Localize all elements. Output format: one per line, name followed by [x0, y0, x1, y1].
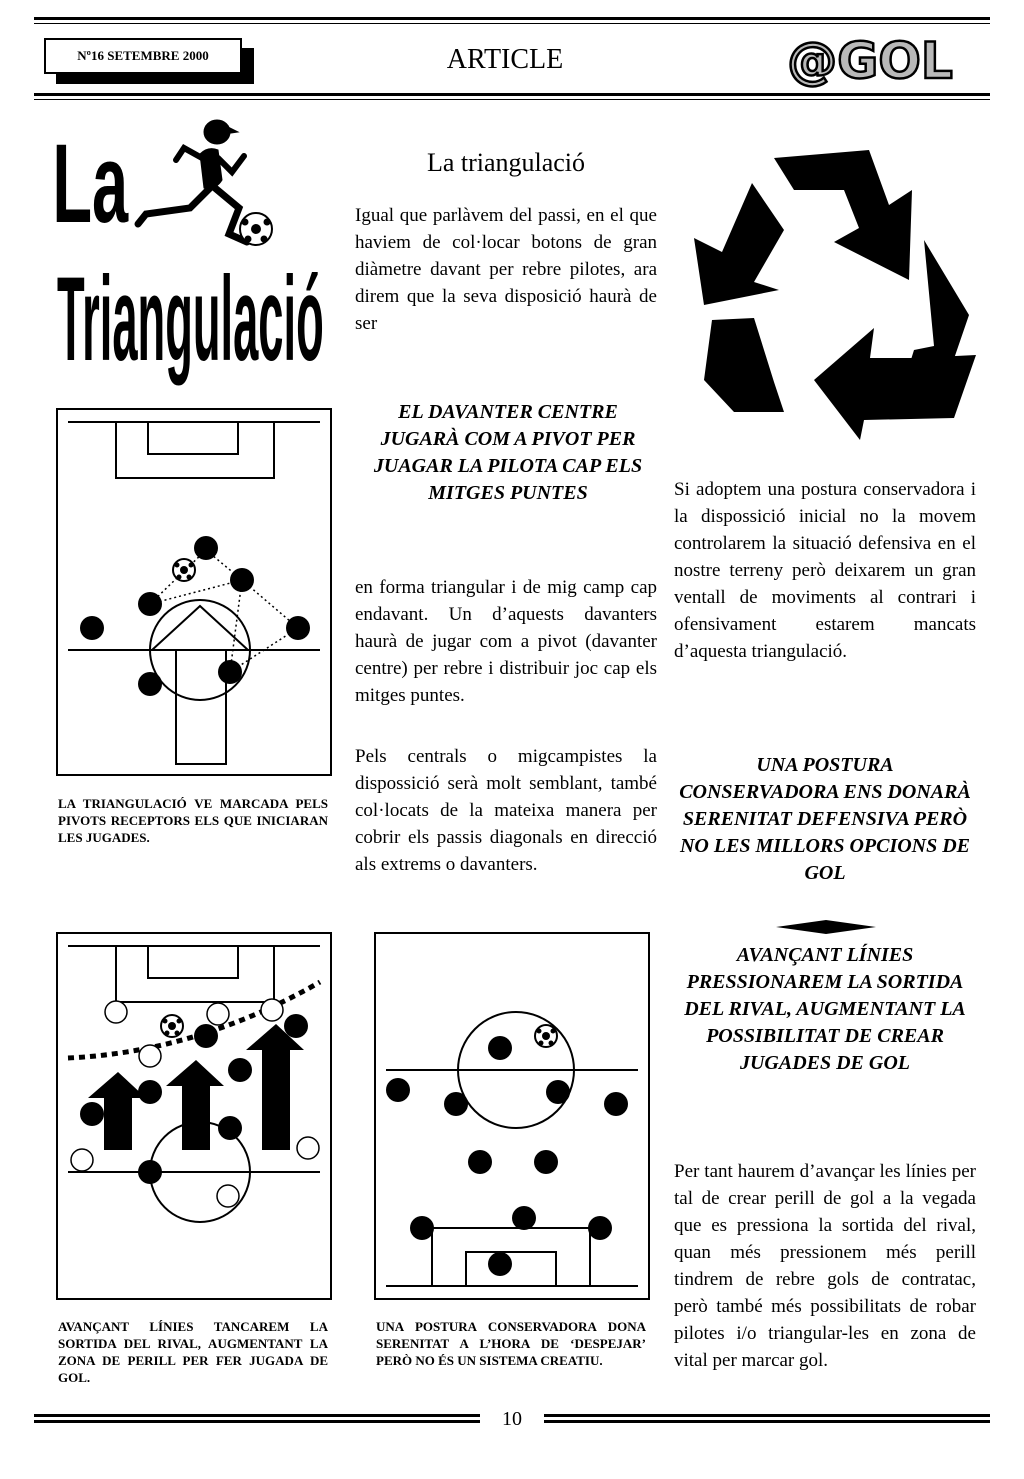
- caption-2: AVANÇANT LÍNIES TANCAREM LA SORTIDA DEL RIVAL, AUGMENTANT LA ZONA DE PERILL PER FER JUGADA DE GOL.: [58, 1319, 328, 1385]
- title-line2: Triangulació: [56, 251, 324, 386]
- gol-logo: [780, 30, 960, 90]
- diagram-triangulation: [56, 408, 332, 776]
- player-dot: [230, 568, 254, 592]
- body-para-3: Pels centrals o migcampistes la dispossició serà molt semblant, també col·locats de la mateixa manera per cobrir els passis diagonals en direcció als extrems o davanters.: [355, 746, 657, 875]
- pullquote-3: AVANÇANT LÍNIES PRESSIONAREM LA SORTIDA DEL RIVAL, AUGMENTANT LA POSSIBILITAT DE CREAR JUGADES DE GOL: [684, 944, 966, 1074]
- title-line1: La: [52, 121, 129, 247]
- body-para-2: en forma triangular i de mig camp cap endavant. Un d’aquests davanters haurà de jugar com a pivot (davanter centre) per rebre i distribuir joc cap els mitges puntes.: [355, 577, 657, 706]
- body-para-1: Igual que parlàvem del passi, en el que haviem de col·locar botons de gran diàmetre davant per rebre pilotes, ara direm que la seva disposició haurà de ser: [355, 205, 657, 334]
- player-dot: [218, 660, 242, 684]
- section-title: ARTICLE: [446, 44, 564, 75]
- runner-figure-icon: [138, 120, 247, 242]
- diagram-conservative: [374, 932, 650, 1300]
- soccer-ball-icon: [173, 559, 195, 581]
- header-rule-bottom-thin: [34, 99, 990, 100]
- soccer-ball-icon: [161, 1015, 183, 1037]
- logo-text: @GOL: [787, 32, 953, 90]
- page-number: 10: [480, 1408, 544, 1431]
- header-rule-top-thin: [34, 23, 990, 24]
- player-dot: [286, 616, 310, 640]
- header-rule-top: [34, 17, 990, 20]
- player-dot: [138, 672, 162, 696]
- article-subhead: La triangulació: [426, 148, 586, 177]
- diagram-advancing-lines: [56, 932, 332, 1300]
- pullquote-2: UNA POSTURA CONSERVADORA ENS DONARÀ SERENITAT DEFENSIVA PERÒ NO LES MILLORS OPCIONS DE GOL: [679, 754, 971, 884]
- player-dot: [80, 616, 104, 640]
- caption-1: LA TRIANGULACIÓ VE MARCADA PELS PIVOTS RECEPTORS ELS QUE INICIARAN LES JUGADES.: [58, 796, 328, 845]
- body-para-4: Si adoptem una postura conservadora i la dispossició inicial no la movem controlarem la situació defensiva en el nostre terreny però deixarem un gran ventall de moviments al contrari i ofensivament estarem mancats d’aquesta triangulació.: [674, 479, 976, 662]
- player-dot: [138, 592, 162, 616]
- player-dot: [194, 536, 218, 560]
- pullquote-1: EL DAVANTER CENTRE JUGARÀ COM A PIVOT PER JUAGAR LA PILOTA CAP ELS MITGES PUNTES: [373, 401, 643, 504]
- caption-3: UNA POSTURA CONSERVADORA DONA SERENITAT A L’HORA DE ‘DESPEJAR’ PERÒ NO ÉS UN SISTEMA CREATIU.: [376, 1319, 646, 1368]
- soccer-ball-icon: [535, 1025, 557, 1047]
- diamond-separator-icon: [776, 920, 876, 934]
- big-title: [50, 114, 340, 394]
- soccer-ball-icon: [240, 213, 272, 245]
- body-para-5: Per tant haurem d’avançar les línies per tal de crear perill de gol a la vegada que es pressiona la sortida del rival, quan més pressionem més perill tindrem de rebre gols de contratac, però també més possibilitats de robar pilotes i/o triangular-les en zona de vital per marcar gol.: [674, 1161, 976, 1371]
- issue-text: Nº16 SETEMBRE 2000: [77, 48, 209, 63]
- recycle-icon: [684, 150, 984, 464]
- issue-label: [44, 38, 242, 74]
- header-rule-bottom: [34, 93, 990, 96]
